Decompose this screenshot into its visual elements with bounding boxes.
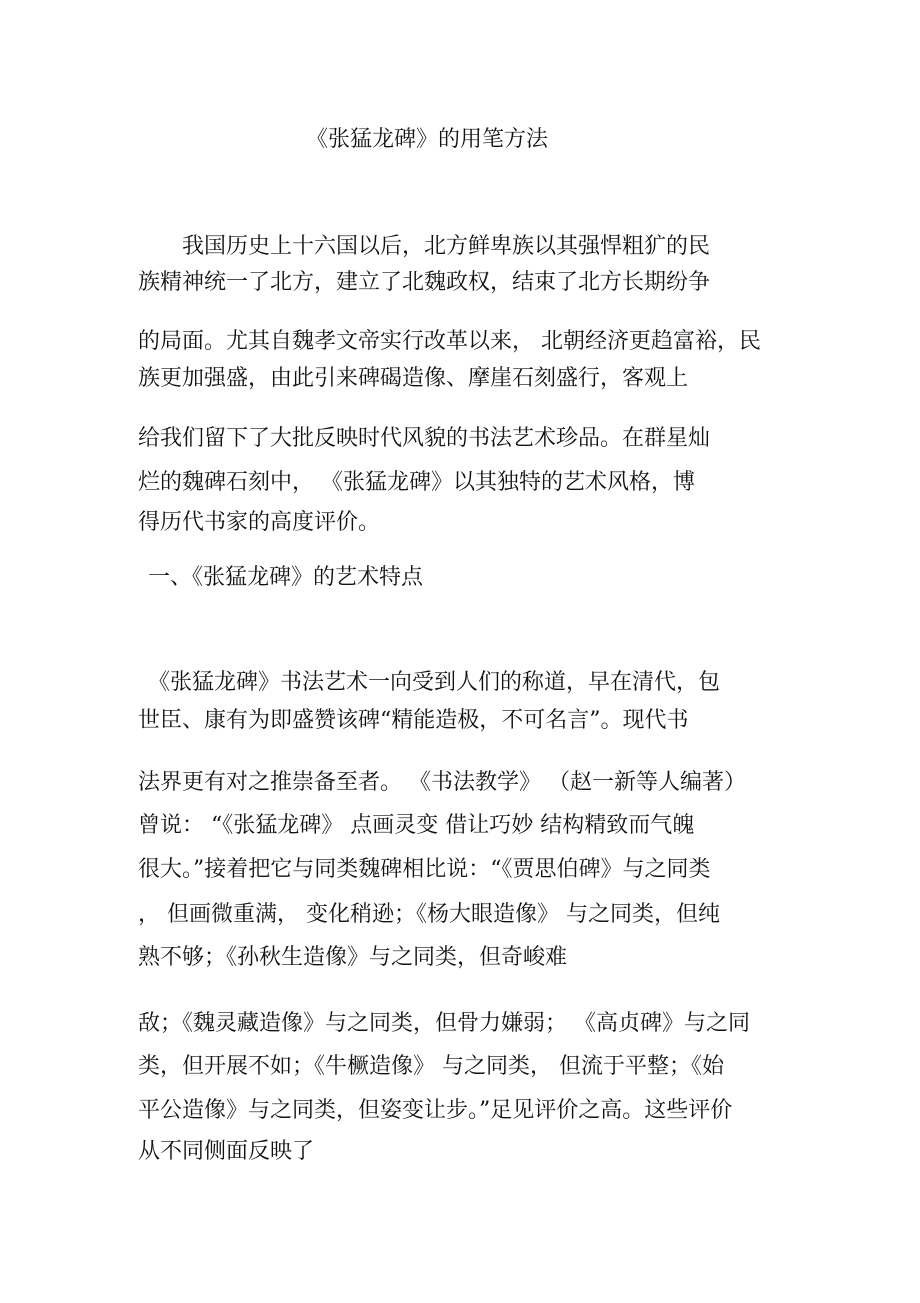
paragraph-line: 曾说： “《张猛龙碑》 点画灵变 借让巧妙 结构精致而气魄 (138, 813, 695, 838)
document-title: 《张猛龙碑》的用笔方法 (306, 127, 549, 152)
paragraph-line: ， 但画微重满， 变化稍逊；《杨大眼造像》 与之同类，但纯 (138, 902, 720, 927)
paragraph-line: 族精神统一了北方，建立了北魏政权，结束了北方长期纷争 (138, 270, 711, 295)
section-heading: 一、《张猛龙碑》的艺术特点 (148, 565, 424, 590)
paragraph-line: 世臣、康有为即盛赞该碑“精能造极，不可名言”。现代书 (138, 708, 689, 733)
paragraph-line: 得历代书家的高度评价。 (138, 510, 381, 535)
paragraph-line: 烂的魏碑石刻中， 《张猛龙碑》以其独特的艺术风格，博 (138, 470, 695, 495)
paragraph-line: 族更加强盛，由此引来碑碣造像、摩崖石刻盛行，客观上 (138, 366, 689, 391)
paragraph-line: 平公造像》与之同类，但姿变让步。”足见评价之高。这些评价 (138, 1098, 733, 1123)
paragraph-line: 《张猛龙碑》书法艺术一向受到人们的称道，早在清代，包 (148, 670, 721, 695)
paragraph-line: 的局面。尤其自魏孝文帝实行改革以来， 北朝经济更趋富裕，民 (138, 329, 761, 354)
paragraph-line: 法界更有对之推崇备至者。 《书法教学》 （赵一新等人编著） (138, 770, 746, 795)
paragraph-line: 很大。”接着把它与同类魏碑相比说：“《贾思伯碑》与之同类 (138, 857, 711, 882)
paragraph-line: 熟不够；《孙秋生造像》与之同类，但奇峻难 (138, 945, 568, 970)
paragraph-line: 我国历史上十六国以后，北方鲜卑族以其强悍粗犷的民 (182, 234, 711, 259)
paragraph-line: 给我们留下了大批反映时代风貌的书法艺术珍品。在群星灿 (138, 426, 711, 451)
paragraph-line: 类，但开展不如；《牛橛造像》 与之同类， 但流于平整；《始 (138, 1054, 724, 1079)
paragraph-line: 从不同侧面反映了 (138, 1139, 315, 1164)
paragraph-line: 敌；《魏灵藏造像》与之同类，但骨力嫌弱； 《高贞碑》与之同 (138, 1011, 750, 1036)
